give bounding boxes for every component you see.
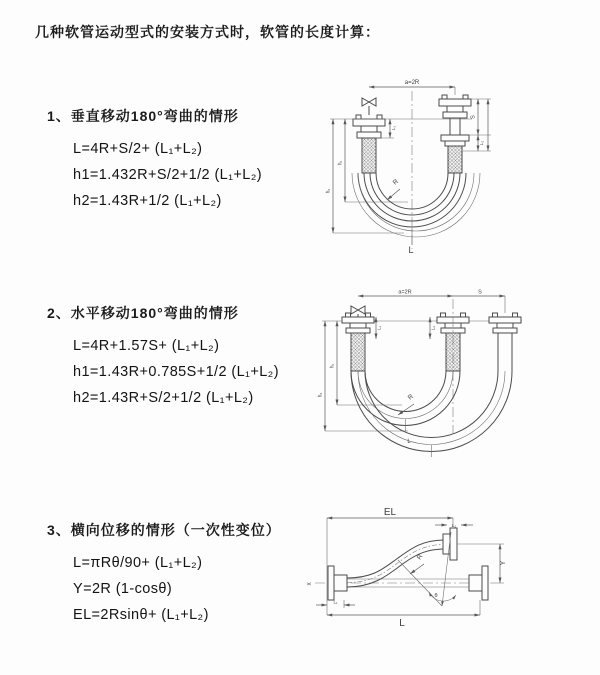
braided-hose [448,146,462,173]
valve-icon [362,98,376,115]
axis-label-x: X [307,582,313,586]
dim-label-h1: h₁ [337,160,344,166]
dim-label-a2r: a=2R [404,80,420,86]
dim-label-h1: h₁ [329,363,336,369]
formula-line: Y=2R (1-cosθ) [73,581,173,597]
right-flange [469,566,488,600]
section-3-heading: 3、横向位移的情形（一次性变位） [47,522,281,538]
page-title: 几种软管运动型式的安装方式时，软管的长度计算： [35,24,380,40]
left-flange [328,566,347,600]
section-vertical-bend [47,106,262,214]
braided-hose [362,138,376,173]
dim-label-l1: L₁ [376,325,382,331]
formula-line: L=4R+S/2+ (L₁+L₂) [73,141,203,157]
hose-u-bend [351,371,512,452]
formula-line: h2=1.43R+1/2 (L₁+L₂) [73,193,222,209]
dim-label-s: S [478,289,482,296]
dim-label-h2: h₂ [317,392,324,398]
top-right-flange [443,528,457,560]
section-2-heading: 2、水平移动180°弯曲的情形 [47,305,239,321]
hose-displaced-position [347,540,443,587]
formula-line: L=πRθ/90+ (L₁+L₂) [73,555,203,571]
dim-label-l1: L₁ [333,599,338,605]
dim-label-h2: h₂ [325,188,332,194]
radius-label-r: R [406,393,415,402]
right-flange [489,313,521,371]
section-lateral-displacement [47,520,281,628]
horizontal-bend-diagram [310,283,598,473]
dim-label-el: EL [383,507,397,518]
formula-line: h1=1.43R+0.785S+1/2 (L₁+L₂) [73,364,279,380]
section-horizontal-bend [47,303,279,411]
dim-label-l2: L₂ [479,140,484,146]
left-flange [353,115,385,173]
dim-label-l1: L₁ [391,125,396,131]
section-1-heading: 1、垂直移动180°弯曲的情形 [47,108,239,124]
lateral-displacement-diagram [298,498,598,650]
dim-label-l: L [407,439,411,445]
valve-icon [351,306,365,317]
dim-label-s: S [470,115,477,119]
dim-label-l2: L₂ [451,523,457,528]
formula-line: EL=2Rsinθ+ (L₁+L₂) [73,607,209,623]
dim-label-a2r: a=2R [398,289,412,296]
angle-label-theta: θ [434,593,438,599]
right-flange [439,95,471,173]
formula-line: h2=1.43R+S/2+1/2 (L₁+L₂) [73,390,254,406]
radius-label-r: R [391,178,400,187]
dim-label-l2: L₂ [430,325,436,331]
dim-label-l: L [399,618,405,629]
dim-label-y: Y [500,560,507,566]
formula-line: L=4R+1.57S+ (L₁+L₂) [73,338,220,354]
radius-label-r: R [415,553,425,562]
hose-u-bend [352,173,480,237]
dim-label-l: L [408,245,414,255]
vertical-bend-diagram [312,73,600,265]
braided-hose [351,333,365,371]
left-flange [342,313,374,371]
formula-line: h1=1.432R+S/2+1/2 (L₁+L₂) [73,167,263,183]
